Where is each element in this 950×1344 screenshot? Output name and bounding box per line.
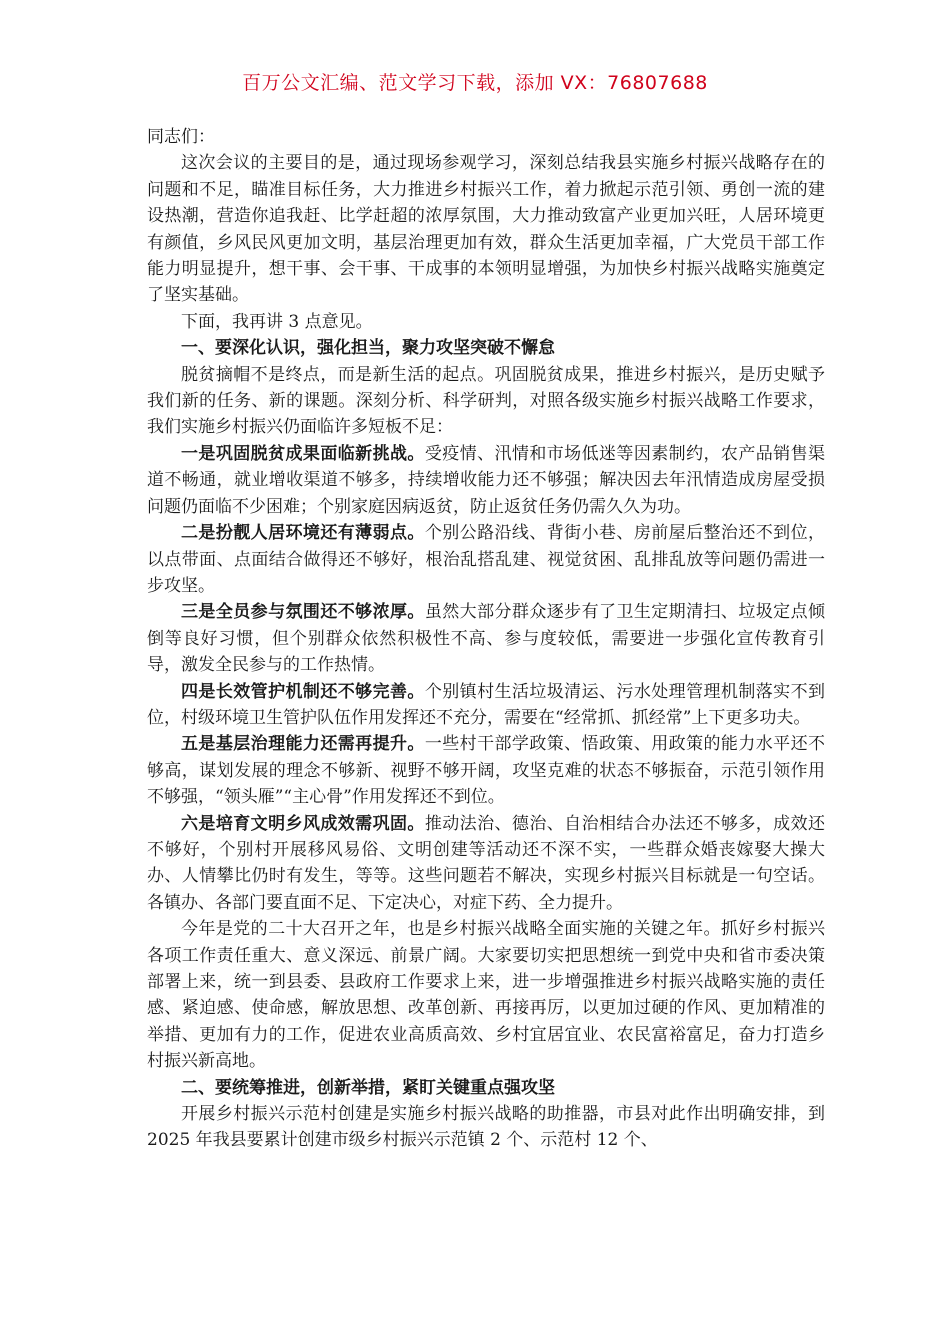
point-text: 一些村干部学政策、悟政策、用政策的能力水平还不够高，谋划发展的理念不够新、视野不够开阔，攻坚克难的状态不够振奋，示范引领作用不够强，“领头雁”“主心骨”作用发挥还不到位。 (147, 734, 826, 808)
watermark-header: 百万公文汇编、范文学习下载，添加 VX：76807688 (242, 72, 708, 94)
point-paragraph (147, 811, 825, 917)
point-lead: 六是培育文明乡风成效需巩固。 (181, 813, 425, 834)
section-1-closing: 今年是党的二十大召开之年，也是乡村振兴战略全面实施的关键之年。抓好乡村振兴各项工作责任重大、意义深远、前景广阔。大家要切实把思想统一到党中央和省市委决策部署上来，统一到县委、县政府工作要求上来，进一步增强推进乡村振兴战略实施的责任感、紧迫感、使命感，解放思想、改革创新、再接再厉，以更加过硬的作风、更加精准的举措、更加有力的工作，促进农业高质高效、乡村宜居宜业、农民富裕富足，奋力打造乡村振兴新高地。 (147, 919, 825, 1072)
point-text: 虽然大部分群众逐步有了卫生定期清扫、垃圾定点倾倒等良好习惯，但个别群众依然积极性不高、参与度较低，需要进一步强化宣传教育引导，激发全民参与的工作热情。 (147, 602, 826, 676)
section-2-heading: 二、要统筹推进，创新举措，紧盯关键重点强攻坚 (181, 1077, 555, 1098)
point-text: 推动法治、德治、自治相结合办法还不够多，成效还不够好，个别村开展移风易俗、文明创建等活动还不深不实，一些群众婚丧嫁娶大操大办、人情攀比仍时有发生，等等。这些问题若不解决，实现乡村振兴目标就是一句空话。各镇办、各部门要直面不足、下定决心，对症下药、全力提升。 (147, 813, 826, 913)
section-2-intro: 开展乡村振兴示范村创建是实施乡村振兴战略的助推器，市县对此作出明确安排，到 2025 年我县要累计创建市级乡村振兴示范镇 2 个、示范村 12 个、 (147, 1104, 825, 1151)
point-paragraph (147, 441, 825, 520)
point-lead: 五是基层治理能力还需再提升。 (181, 734, 425, 755)
point-lead: 四是长效管护机制还不够完善。 (181, 681, 425, 702)
point-paragraph (147, 599, 825, 678)
point-lead: 三是全员参与氛围还不够浓厚。 (181, 602, 425, 623)
point-paragraph (147, 520, 825, 599)
point-paragraph (147, 731, 825, 810)
transition-paragraph: 下面，我再讲 3 点意见。 (181, 311, 373, 332)
intro-paragraph: 这次会议的主要目的是，通过现场参观学习，深刻总结我县实施乡村振兴战略存在的问题和不足，瞄准目标任务，大力推进乡村振兴工作，着力掀起示范引领、勇创一流的建设热潮，营造你追我赶、比学赶超的浓厚氛围，大力推动致富产业更加兴旺，人居环境更有颜值，乡风民风更加文明，基层治理更加有效，群众生活更加幸福，广大党员干部工作能力明显提升，想干事、会干事、干成事的本领明显增强，为加快乡村振兴战略实施奠定了坚实基础。 (147, 153, 825, 306)
salutation: 同志们： (147, 127, 215, 147)
point-text: 受疫情、汛情和市场低迷等因素制约，农产品销售渠道不畅通，就业增收渠道不够多，持续增收能力还不够强；解决因去年汛情造成房屋受损问题仍面临不少困难；个别家庭因病返贫，防止返贫任务仍需久久为功。 (147, 443, 826, 517)
section-1-intro: 脱贫摘帽不是终点，而是新生活的起点。巩固脱贫成果，推进乡村振兴，是历史赋予我们新的任务、新的课题。深刻分析、科学研判，对照各级实施乡村振兴战略工作要求，我们实施乡村振兴仍面临许多短板不足： (147, 364, 825, 438)
document-body (147, 124, 825, 1154)
point-text: 个别镇村生活垃圾清运、污水处理管理机制落实不到位，村级环境卫生管护队伍作用发挥还不充分，需要在“经常抓、抓经常”上下更多功夫。 (147, 681, 826, 728)
point-lead: 二是扮靓人居环境还有薄弱点。 (181, 523, 425, 544)
section-1-heading: 一、要深化认识，强化担当，聚力攻坚突破不懈怠 (181, 338, 555, 359)
point-paragraph (147, 679, 825, 732)
point-lead: 一是巩固脱贫成果面临新挑战。 (181, 443, 425, 464)
point-text: 个别公路沿线、背街小巷、房前屋后整治还不到位，以点带面、点面结合做得还不够好，根治乱搭乱建、视觉贫困、乱排乱放等问题仍需进一步攻坚。 (147, 523, 826, 596)
